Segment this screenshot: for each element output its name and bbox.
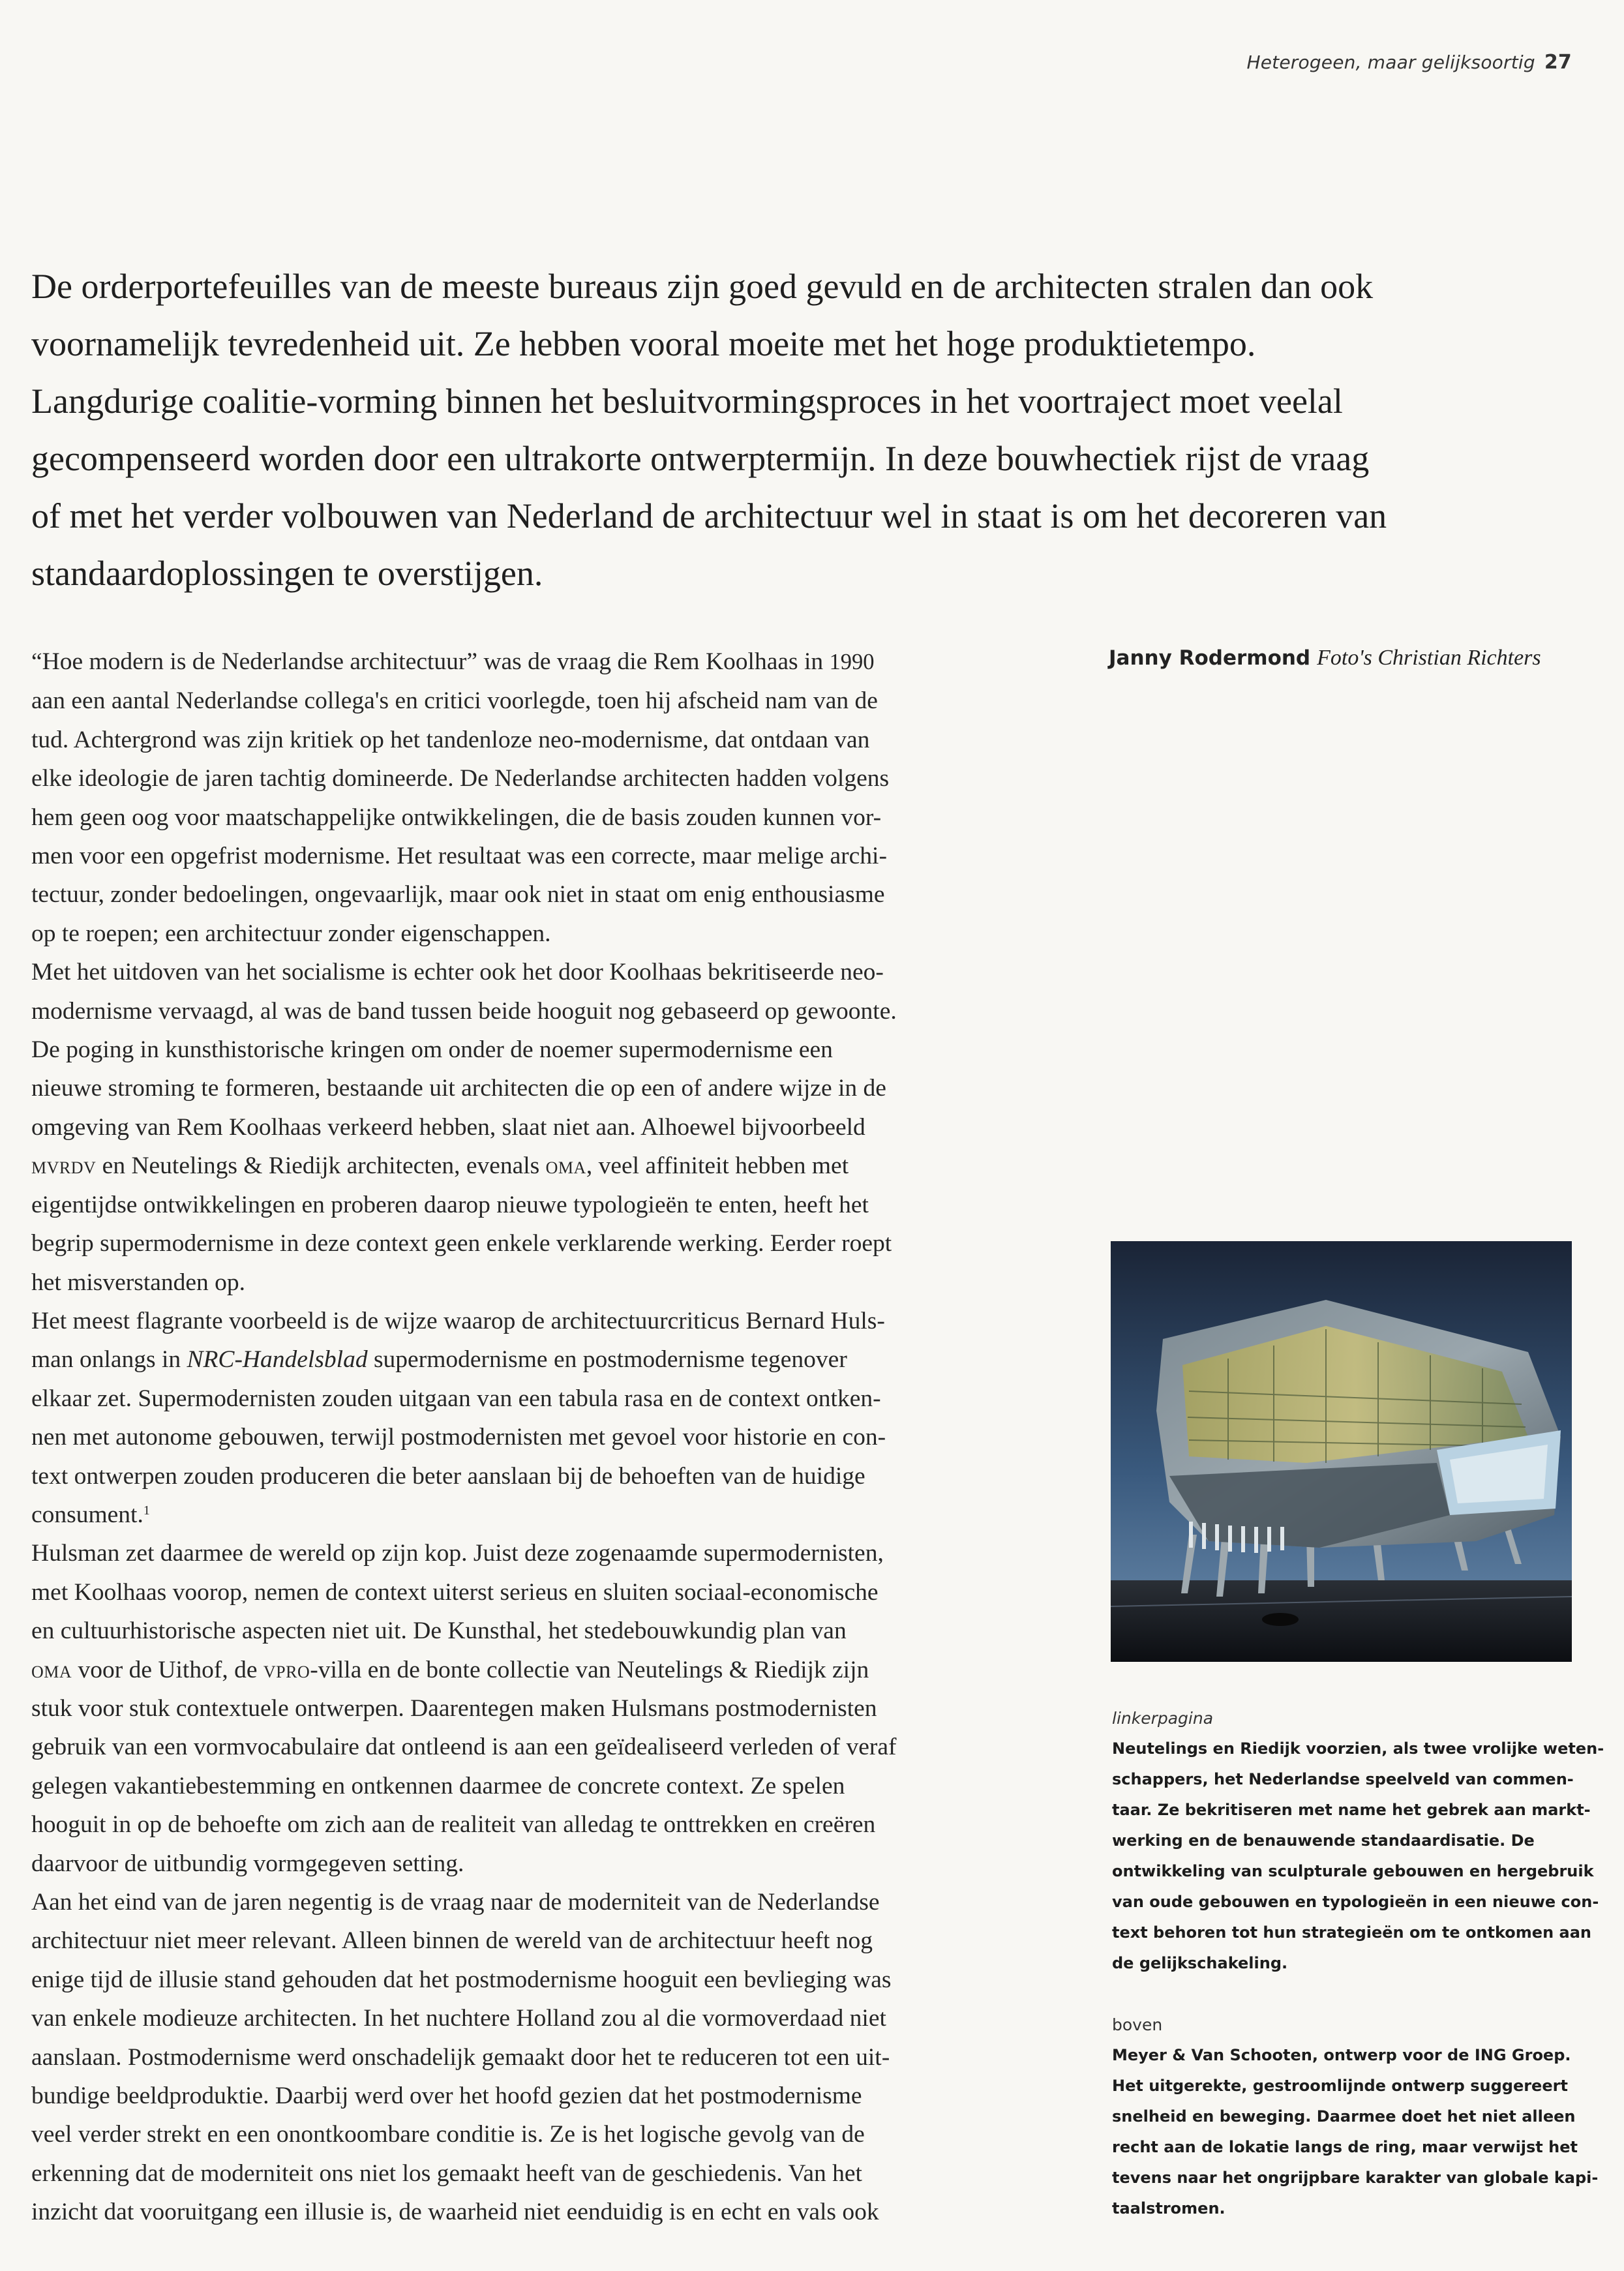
running-header: [1246, 51, 1572, 74]
body-line: tectuur, zonder bedoelingen, ongevaarlijk, maar ook niet in staat om enig enthousiasme: [31, 881, 885, 909]
acronym-oma: oma: [31, 1656, 72, 1683]
body-line: het misverstanden op.: [31, 1269, 246, 1296]
body-line: men voor een opgefrist modernisme. Het resultaat was een correcte, maar melige archi-: [31, 843, 887, 870]
body-fragment: “Hoe modern is de Nederlandse architectuur” was de vraag die Rem Koolhaas in: [31, 648, 830, 675]
body-line: elke ideologie de jaren tachtig domineerde. De Nederlandse architecten hadden volgens: [31, 765, 890, 792]
body-line: inzicht dat vooruitgang een illusie is, de waarheid niet eenduidig is en echt en vals ook: [31, 2199, 879, 2226]
caption-line: Neutelings en Riedijk voorzien, als twee vrolijke weten-: [1112, 1739, 1604, 1758]
body-line: De poging in kunsthistorische kringen om onder de noemer supermodernisme een: [31, 1036, 833, 1064]
caption-line: Het uitgerekte, gestroomlijnde ontwerp suggereert: [1112, 2077, 1568, 2095]
body-line: elkaar zet. Supermodernisten zouden uitgaan van een tabula rasa en de context ontken-: [31, 1385, 881, 1412]
body-line: Met het uitdoven van het socialisme is echter ook het door Koolhaas bekritiseerde neo-: [31, 959, 884, 986]
caption-line: ontwikkeling van sculpturale gebouwen en hergebruik: [1112, 1862, 1594, 1880]
caption-line: Meyer & Van Schooten, ontwerp voor de ING Groep.: [1112, 2046, 1571, 2064]
body-line: veel verder strekt en een onontkoombare conditie is. Ze is het logische gevolg van de: [31, 2121, 865, 2148]
body-fragment: man onlangs in: [31, 1346, 187, 1374]
body-line: [31, 1147, 1036, 1185]
caption-line: snelheid en beweging. Daarmee doet het niet alleen: [1112, 2107, 1576, 2126]
caption-line: taar. Ze bekritiseren met name het gebrek aan markt-: [1112, 1801, 1591, 1819]
footnote-marker[interactable]: 1: [143, 1503, 150, 1518]
body-line: erkenning dat de moderniteit ons niet los gemaakt heeft van de geschiedenis. Van het: [31, 2159, 862, 2187]
body-line: eigentijdse ontwikkelingen en proberen daarop nieuwe typologieën te enten, heeft het: [31, 1191, 869, 1218]
body-line: tud. Achtergrond was zijn kritiek op het tandenloze neo-modernisme, dat ontdaan van: [31, 726, 870, 753]
body-line: enige tijd de illusie stand gehouden dat het postmodernisme hooguit een bevlieging was: [31, 1966, 892, 1993]
newspaper-title: NRC-Handelsblad: [187, 1346, 368, 1374]
body-line: nieuwe stroming te formeren, bestaande uit architecten die op een of andere wijze in de: [31, 1075, 886, 1102]
caption-spacer: [1112, 1979, 1582, 2010]
body-fragment: , veel affiniteit hebben met: [586, 1152, 849, 1180]
body-line: Aan het eind van de jaren negentig is de vraag naar de moderniteit van de Nederlandse: [31, 1889, 880, 1916]
body-line: [31, 642, 1036, 682]
body-line: bundige beeldproduktie. Daarbij werd over het hoofd gezien dat het postmodernisme: [31, 2083, 862, 2110]
body-fragment: -villa en de bonte collectie van Neutelings & Riedijk zijn: [310, 1656, 869, 1683]
body-line: met Koolhaas voorop, nemen de context uiterst serieus en sluiten sociaal-economische: [31, 1578, 879, 1606]
body-line: [31, 1340, 1036, 1379]
lead-line: of met het verder volbouwen van Nederland de architectuur wel in staat is om het decoreren van: [31, 496, 1387, 535]
running-title: Heterogeen, maar gelijksoortig: [1246, 52, 1535, 73]
body-fragment: consument.: [31, 1501, 143, 1528]
caption-line: werking en de benauwende standaardisatie. De: [1112, 1831, 1535, 1850]
lead-paragraph: [31, 258, 1584, 602]
body-line: [31, 1496, 1036, 1534]
body-fragment: voor de Uithof, de: [72, 1656, 263, 1683]
photo-credit: Foto's Christian Richters: [1317, 646, 1541, 670]
year-number: 1990: [829, 650, 875, 674]
caption-line: tevens naar het ongrijpbare karakter van globale kapi-: [1112, 2169, 1599, 2187]
byline: [1109, 646, 1578, 670]
body-line: gelegen vakantiebestemming en ontkennen daarmee de concrete context. Ze spelen: [31, 1772, 845, 1799]
lead-line: De orderportefeuilles van de meeste bureaus zijn goed gevuld en de architecten stralen dan ook: [31, 267, 1374, 306]
article-body: [31, 642, 1036, 2232]
road: [1111, 1580, 1572, 1662]
caption-line: van oude gebouwen en typologieën in een nieuwe con-: [1112, 1893, 1599, 1911]
body-line: Het meest flagrante voorbeeld is de wijze waarop de architectuurcriticus Bernard Huls-: [31, 1307, 885, 1334]
rendering-illustration: [1111, 1241, 1572, 1662]
body-line: hem geen oog voor maatschappelijke ontwikkelingen, die de basis zouden kunnen vor-: [31, 804, 882, 831]
body-line: [31, 1651, 1036, 1689]
lead-line: voornamelijk tevredenheid uit. Ze hebben vooral moeite met het hoge produktietempo.: [31, 324, 1256, 363]
caption-label-left-page: linkerpagina: [1112, 1709, 1214, 1728]
page-number: 27: [1544, 51, 1572, 74]
acronym-oma: oma: [545, 1152, 586, 1180]
body-line: gebruik van een vormvocabulaire dat ontleend is aan een geïdealiseerd verleden of veraf: [31, 1734, 897, 1761]
body-fragment: en Neutelings & Riedijk architecten, evenals: [96, 1152, 546, 1180]
body-line: daarvoor de uitbundig vormgegeven setting.: [31, 1850, 464, 1877]
acronym-vpro: vpro: [263, 1656, 310, 1683]
caption-line: taalstromen.: [1112, 2199, 1226, 2218]
body-line: nen met autonome gebouwen, terwijl postmodernisten met gevoel voor historie en con-: [31, 1424, 886, 1451]
body-line: stuk voor stuk contextuele ontwerpen. Daarentegen maken Hulsmans postmodernisten: [31, 1694, 877, 1722]
body-line: modernisme vervaagd, al was de band tussen beide hooguit nog gebaseerd op gewoonte.: [31, 997, 897, 1025]
body-line: en cultuurhistorische aspecten niet uit. De Kunsthal, het stedebouwkundig plan van: [31, 1617, 847, 1645]
acronym-mvrdv: mvrdv: [31, 1152, 97, 1180]
body-line: omgeving van Rem Koolhaas verkeerd hebben, slaat niet aan. Alhoewel bijvoorbeeld: [31, 1113, 865, 1141]
body-line: van enkele modieuze architecten. In het nuchtere Holland zou al die vormoverdaad niet: [31, 2005, 886, 2032]
caption-line: de gelijkschakeling.: [1112, 1954, 1288, 1972]
caption-line: recht aan de lokatie langs de ring, maar verwijst het: [1112, 2138, 1578, 2156]
building-rendering-photo: [1111, 1241, 1572, 1662]
lead-line: standaardoplossingen te overstijgen.: [31, 554, 543, 593]
author-name: Janny Rodermond: [1109, 646, 1311, 670]
caption-label-above: boven: [1112, 2015, 1163, 2034]
body-line: Hulsman zet daarmee de wereld op zijn kop. Juist deze zogenaamde supermodernisten,: [31, 1540, 884, 1567]
lead-line: Langdurige coalitie-vorming binnen het besluitvormingsproces in het voortraject moet veelal: [31, 382, 1343, 421]
car: [1262, 1613, 1299, 1626]
caption-line: text behoren tot hun strategieën om te ontkomen aan: [1112, 1923, 1591, 1942]
body-line: aanslaan. Postmodernisme werd onschadelijk gemaakt door het te reduceren tot een uit-: [31, 2043, 890, 2071]
body-line: aan een aantal Nederlandse collega's en critici voorlegde, toen hij afscheid nam van de: [31, 687, 878, 715]
body-line: text ontwerpen zouden produceren die beter aanslaan bij de behoeften van de huidige: [31, 1462, 865, 1490]
caption-line: schappers, het Nederlandse speelveld van commen-: [1112, 1770, 1574, 1788]
lead-line: gecompenseerd worden door een ultrakorte ontwerptermijn. In deze bouwhectiek rijst de vraag: [31, 439, 1370, 478]
body-line: architectuur niet meer relevant. Alleen binnen de wereld van de architectuur heeft nog: [31, 1927, 873, 1955]
body-fragment: supermodernisme en postmodernisme tegenover: [367, 1346, 847, 1374]
captions: [1112, 1704, 1604, 2224]
body-line: begrip supermodernisme in deze context geen enkele verklarende werking. Eerder roept: [31, 1230, 892, 1257]
body-line: op te roepen; een architectuur zonder eigenschappen.: [31, 920, 551, 947]
body-line: hooguit in op de behoefte om zich aan de realiteit van alledag te onttrekken en creëren: [31, 1811, 876, 1839]
